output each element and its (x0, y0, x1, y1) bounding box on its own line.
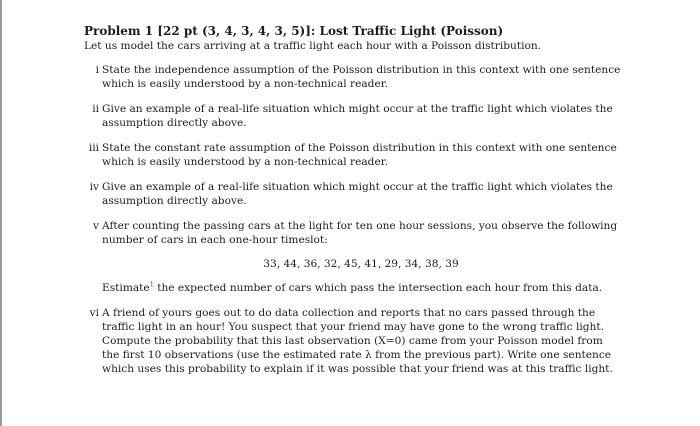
problem-intro: Let us model the cars arriving at a traffic light each hour with a Poisson distribution. (84, 40, 542, 52)
subquestion-numeral: vi (89, 307, 99, 319)
subquestion-text (102, 63, 620, 91)
text-line: which uses this probability to explain if it was possible that your friend was at this traffic light. (102, 363, 613, 375)
subquestion-text (102, 306, 620, 376)
subquestion-text (102, 141, 620, 169)
subquestion-text (102, 180, 620, 208)
subquestion-numeral: iii (88, 142, 99, 154)
problem-block (84, 24, 620, 387)
text-line: A friend of yours goes out to do data collection and reports that no cars passed through the (102, 307, 596, 319)
subquestion-iii (84, 141, 620, 169)
text-line: Give an example of a real-life situation which might occur at the traffic light which violates the (102, 181, 613, 193)
text-line: State the constant rate assumption of the Poisson distribution in this context with one sentence (102, 142, 617, 154)
text-line: Give an example of a real-life situation which might occur at the traffic light which violates the (102, 103, 613, 115)
text-line: assumption directly above. (102, 117, 247, 129)
text-line: number of cars in each one-hour timeslot: (102, 234, 328, 246)
subquestion-i (84, 63, 620, 91)
estimate-rest: the expected number of cars which pass the intersection each hour from this data. (153, 282, 603, 294)
subquestion-ii (84, 102, 620, 130)
estimate-word: Estimate (102, 282, 150, 294)
subquestion-text (102, 102, 620, 130)
subquestion-numeral: ii (92, 103, 99, 115)
subquestion-numeral: i (95, 64, 99, 76)
text-line: State the independence assumption of the Poisson distribution in this context with one sentence (102, 64, 621, 76)
subquestion-numeral: iv (89, 181, 99, 193)
estimate-instruction (102, 281, 620, 295)
subquestion-text (102, 219, 620, 295)
text-line: the first 10 observations (use the estimated rate λ from the previous part). Write one sentence (102, 349, 612, 361)
text-line: After counting the passing cars at the light for ten one hour sessions, you observe the following (102, 220, 618, 232)
subquestion-iv (84, 180, 620, 208)
page-left-edge (0, 0, 2, 426)
text-line: which is easily understood by a non-technical reader. (102, 156, 388, 168)
text-line: which is easily understood by a non-technical reader. (102, 78, 388, 90)
observed-counts: 33, 44, 36, 32, 45, 41, 29, 34, 38, 39 (263, 258, 459, 270)
subquestion-vi (84, 306, 620, 376)
footnote-link[interactable]: 1 (149, 280, 154, 289)
text-line: traffic light in an hour! You suspect that your friend may have gone to the wrong traffic light. (102, 321, 605, 333)
text-line: Compute the probability that this last observation (X=0) came from your Poisson model from (102, 335, 603, 347)
subquestion-v (84, 219, 620, 295)
text-line: assumption directly above. (102, 195, 247, 207)
subquestion-list (84, 63, 620, 376)
problem-title: Problem 1 [22 pt (3, 4, 3, 4, 3, 5)]: Lost Traffic Light (Poisson) (84, 24, 504, 38)
subquestion-numeral: v (93, 220, 99, 232)
